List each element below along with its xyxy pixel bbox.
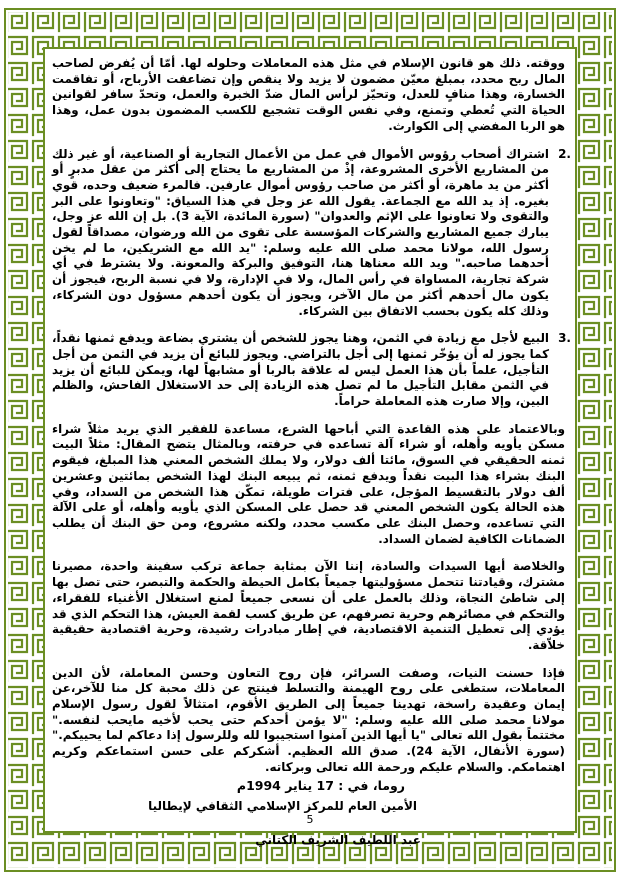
paragraph-closing: فإذا حسنت النيات، وصفت السرائر، فإن روح التعاون وحسن المعاملة، لأن الدين المعاملات، ستطغى على روح الهيمنة والتسلط فينتج عن ذلك محبة كل منا للآخر،عن إيمان وعقيدة راسخة، تهدينا جميعاً إلى الطريق الأقوم، امتثالاً لقول رسول الإسلام مولانا محمد صلى الله عليه وسلم: "لا يؤمن أحدكم حتى يحب لأخيه مايحب لنفسه." مختتماً بقول الله تعالى "يا أيها الذين آمنوا استجيبوا لله وللرسول إذا دعاكم لما يحييكم." (سورة الأنفال، الآية 24). صدق الله العظيم. أشكركم على حسن استماعكم وكريم اهتمامكم. والسلام عليكم ورحمة الله تعالى وبركاته. [52,665,565,774]
paragraph-intro: ووقته. ذلك هو قانون الإسلام في مثل هذه المعاملات وحلوله لها. أمّا أن يُفرض لصاحب المال ربح محدد، بمبلغ معيّن مضمون لا يزيد ولا ينقص وإن تضاعفت الأرباح، أو تفاقمت الخسارة، وهذا منافٍ للعدل، وتحيّز لرأس المال ضدّ الخبرة والعمل، وتحدّ سافر لقوانين الحياة التي تُعطي وتمنع، وفي نفس الوقت تشجيع للكسب المضمون بدون عمل، وهذا هو الربا المفضي إلى الكوارث. [52,56,565,133]
paragraph-partnership: اشتراك أصحاب رؤوس الأموال في عمل من الأعمال التجارية أو الصناعية، أو غير ذلك من المشاريع الأخرى المشروعة، إذْ من المشاريع ما يحتاج إلى أكثر من عقل مدبرٍ أو أكثر من يد ماهرة، أو أكثر من صاحب رؤوس أموال عارفين. فالمرء ضعيف وحده، قوي بغيره. إذ يد الله مع الجماعة. يقول الله عز وجل في هذا السياق: "وتعاونوا على البر والتقوى ولا تعاونوا على الإثم والعدوان" (سورة المائدة، الآية 3). بل إن الله عز وجل، يبارك جميع المشاريع والشركات المؤسسة على تقوى من الله ورضوان، مصداقاً لقول رسول الله، مولانا محمد صلى الله عليه وسلم: "يد الله مع الشريكين، ما لم يخن أحدهما صاحبه." ويد الله معناها هنا، التوفيق والبركة والمعونة. ولا يشترط في أي شركة تجارية، المساواة في رأس المال، ولا في الإدارة، ولا في نسبة الربح، فيجوز أن يكون مال أحدهم أكثر من مال الآخر، ويجوز أن يكون أحدهم مسؤول دون الشركاء، وذلك كله يكون بحسب الاتفاق بين الشركاء. [52,146,549,318]
signatory-position: الأمين العام للمركز الإسلامي الثقافي لإيطاليا [148,798,417,813]
page-number: 5 [306,813,314,826]
numbered-item-2 [52,146,571,320]
paragraph-deferred-sale: البيع لأجل مع زيادة في الثمن، وهنا يجوز للشخص أن يشتري بضاعة ويدفع ثمنها نقداً، كما يجوز له أن يؤخّر ثمنها إلى أجل بالتراضي. ويجوز للبائع أن يزيد في الثمن من أجل التأجيل، علماً بأن هذا العمل ليس له علاقة بالربا أو مشابهاً لها، ويمكن للبائع أن يزيد في الثمن مقابل التأجيل ما لم تصل هذه الزيادة إلى حد الاستغلال الفاحش، والظلم البين، وإلا صارت هذه المعاملة حراماً. [52,331,549,409]
paragraph-conclusion: والخلاصة أيها السيدات والسادة، إننا الآن بمثابة جماعة تركب سفينة واحدة، مصيرنا مشترك، وقيادتنا تتحمل مسؤوليتها جميعاً بكامل الحيطة والحكمة والتبصر، حتى تصل بها إلى شاطئ النجاة، وذلك بالعمل على أن نسعى جميعاً لمنع استغلال الأغنياء للفقراء، والتحكم في مصائرهم وحرية تصرفهم، عن طريق كسب لقمة العيش، هذا التحكم الذي قد يؤدي إلى تعطيل التنمية الاقتصادية، في إطار مبادرات رشيدة، وحرية اقتصادية حقيقية خلاّقة. [52,559,565,652]
item-number: 2. [558,146,571,161]
numbered-item-3 [52,331,571,410]
document-date: روما، في : 17 يناير 1994م [236,777,405,793]
paragraph-bank-example: وبالاعتماد على هذه القاعدة التي أباحها الشرع، مساعدة للفقير الذي يريد مثلاً شراء مسكن يأويه وأهله، أو شراء آلة تساعده في حرفته، وبالمثال يتضح المقال: مثلاً البيت ثمنه الحقيقي في السوق، مائتا ألف دولار، ولا يملك الشخص المعني هذا المبلغ، فيقوم البنك بشراء هذا البيت نقداً ويدفع ثمنه، ثم يبيعه البنك لهذا الشخص بمائتين وعشرين ألف دولار بالتقسيط المؤجل، على فترات طويلة، تمكّن هذا الشخص من السداد، وفي هذه الحالة يكون الشخص المعني قد حصل على المسكن الذي يأويه وأهله، أو على الآلة التي تساعده، وحصل البنك على مكسب محدد، ولكنه مشروع، ومن حق البنك أن يطلب الضمانات الكافية لضمان السداد. [52,421,565,546]
item-number: 3. [558,331,571,346]
document-body [52,56,571,847]
signatory-name: عبد اللطيف الشريف الكتاني [255,832,421,847]
